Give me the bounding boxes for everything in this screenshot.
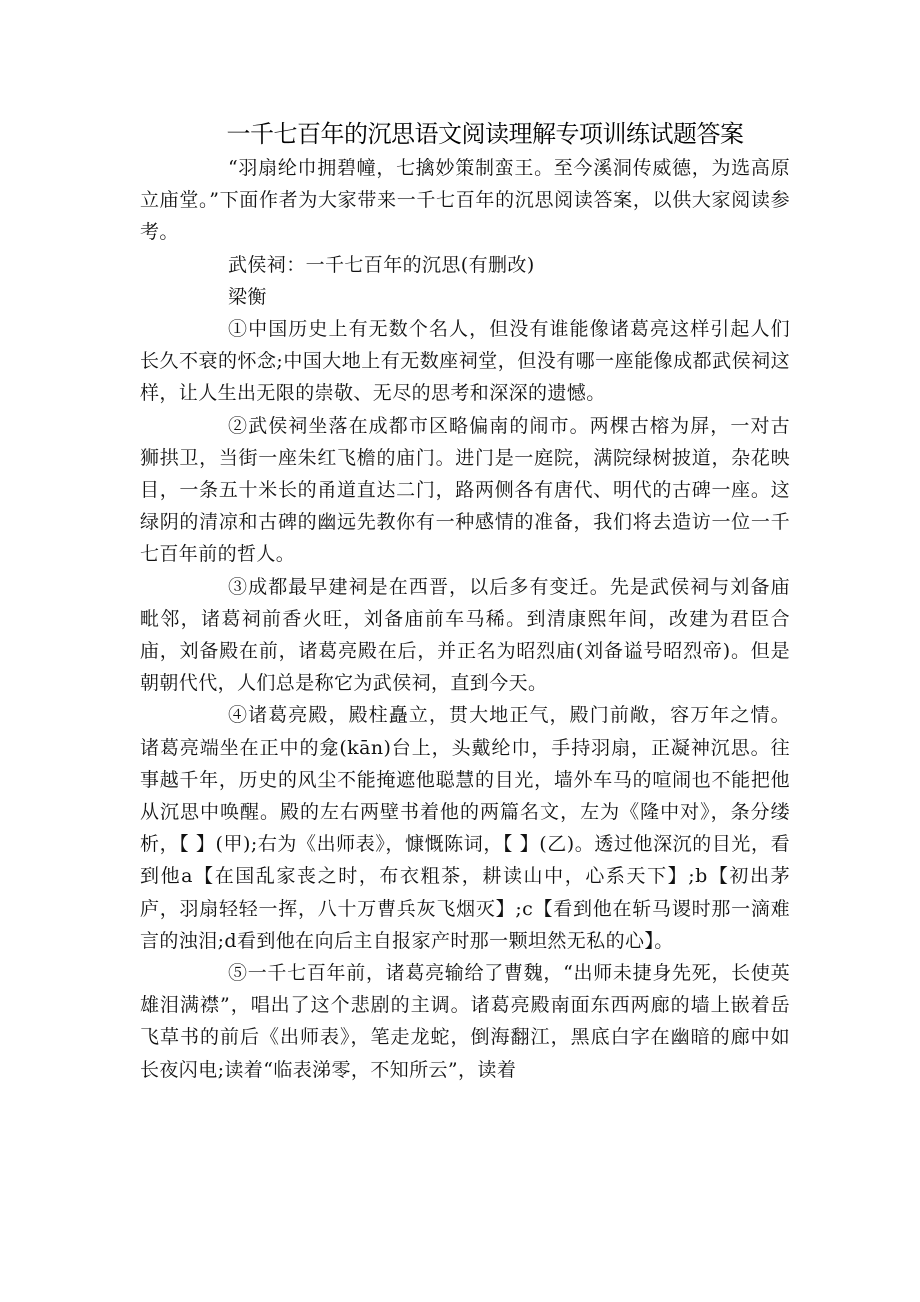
- paragraph-4: ④诸葛亮殿，殿柱矗立，贯大地正气，殿门前敞，容万年之情。诸葛亮端坐在正中的龛(kān)台上，头戴纶巾，手持羽扇，正凝神沉思。往事越千年，历史的风尘不能掩遮他聪慧的目光，墙外车马的喧闹也不能把他从沉思中唤醒。殿的左右两壁书着他的两篇名文，左为《隆中对》，条分缕析，【 】(甲);右为《出师表》，慷慨陈词，【 】(乙)。透过他深沉的目光，看到他a【在国乱家丧之时，布衣粗茶，耕读山中，心系天下】;b【初出茅庐，羽扇轻轻一挥，八十万曹兵灰飞烟灭】;c【看到他在斩马谡时那一滴难言的浊泪;d看到他在向后主自报家产时那一颗坦然无私的心】。: [140, 704, 790, 952]
- paragraph-3: ③成都最早建祠是在西晋，以后多有变迁。先是武侯祠与刘备庙毗邻，诸葛祠前香火旺，刘备庙前车马稀。到清康熙年间，改建为君臣合庙，刘备殿在前，诸葛亮殿在后，并正名为昭烈庙(刘备谥号昭烈帝)。但是朝朝代代，人们总是称它为武侯祠，直到今天。: [140, 575, 790, 695]
- article-author: 梁衡: [228, 285, 267, 308]
- paragraph-2: ②武侯祠坐落在成都市区略偏南的闹市。两棵古榕为屏，一对古狮拱卫，当街一座朱红飞檐的庙门。进门是一庭院，满院绿树披道，杂花映目，一条五十米长的甬道直达二门，路两侧各有唐代、明代的古碑一座。这绿阴的清凉和古碑的幽远先教你有一种感情的准备，我们将去造访一位一千七百年前的哲人。: [140, 414, 790, 566]
- document-title: 一千七百年的沉思语文阅读理解专项训练试题答案: [226, 120, 744, 148]
- intro-paragraph: “羽扇纶巾拥碧幢，七擒妙策制蛮王。至今溪洞传威德，为选高原立庙堂。”下面作者为大家带来一千七百年的沉思阅读答案，以供大家阅读参考。: [140, 157, 790, 244]
- article-heading: 武侯祠：一千七百年的沉思(有删改): [228, 253, 535, 276]
- document-body: [140, 152, 790, 1086]
- paragraph-1: ①中国历史上有无数个名人，但没有谁能像诸葛亮这样引起人们长久不衰的怀念;中国大地上有无数座祠堂，但没有哪一座能像成都武侯祠这样，让人生出无限的崇敬、无尽的思考和深深的遗憾。: [140, 318, 790, 405]
- paragraph-5: ⑤一千七百年前，诸葛亮输给了曹魏，“出师未捷身先死，长使英雄泪满襟”，唱出了这个悲剧的主调。诸葛亮殿南面东西两廊的墙上嵌着岳飞草书的前后《出师表》，笔走龙蛇，倒海翻江，黑底白字在幽暗的廊中如长夜闪电;读着“临表涕零，不知所云”，读着: [140, 962, 790, 1081]
